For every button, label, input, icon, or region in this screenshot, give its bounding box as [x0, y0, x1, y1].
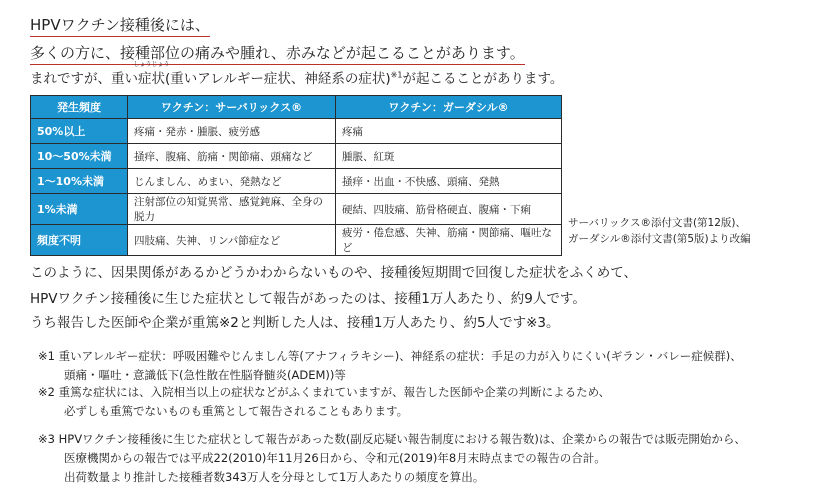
- intro-line-3: まれですが、重い しょうじょう 症状(重いアレルギー症状、神経系の症状)$^{※1}$が起こることがあります。: [30, 61, 564, 87]
- cervarix-cell: 四肢痛、失神、リンパ節症など: [128, 225, 336, 256]
- footnote-1: ※1 重いアレルギー症状：呼吸困難やじんましん等(アナフィラキシー)、神経系の症状：手足の力が入りにくい(ギラン・バレー症候群)、 頭痛・嘔吐・意識低下(急性散在性脳脊髄炎(ADEM))等: [38, 349, 742, 382]
- cervarix-cell: 疼痛・発赤・腫脹、疲労感: [128, 119, 336, 144]
- freq-cell: 1%未満: [31, 194, 128, 225]
- gardasil-cell: 腫脹、紅斑: [336, 144, 562, 169]
- table-row: [31, 194, 562, 225]
- table-source-note: サーバリックス®添付文書(第12版)、 ガーダシル®添付文書(第5版)より改編: [568, 217, 751, 245]
- freq-cell: 50%以上: [31, 119, 128, 144]
- table-row: [31, 225, 562, 256]
- table-row: [31, 169, 562, 194]
- table-header-row: [31, 96, 562, 119]
- cervarix-cell: 掻痒、腹痛、筋痛・関節痛、頭痛など: [128, 144, 336, 169]
- gardasil-cell: 疼痛: [336, 119, 562, 144]
- cervarix-cell: じんましん、めまい、発熱など: [128, 169, 336, 194]
- footnote-2: ※2 重篤な症状には、入院相当以上の症状などがふくまれていますが、報告した医師や企業の判断によるため、 必ずしも重篤でないものも重篤として報告されることもあります。: [38, 385, 611, 418]
- gardasil-cell: 疲労・倦怠感、失神、筋痛・関節痛、嘔吐など: [336, 225, 562, 256]
- gardasil-cell: 硬結、四肢痛、筋骨格硬直、腹痛・下痢: [336, 194, 562, 225]
- header-frequency: 発生頻度: [31, 96, 128, 119]
- ruby-word: しょうじょう 症状: [133, 61, 170, 87]
- freq-cell: 頻度不明: [31, 225, 128, 256]
- body-paragraph-1: このように、因果関係があるかどうかわからないものや、接種後短期間で回復した症状をふくめて、: [30, 265, 637, 281]
- side-effect-table: [30, 95, 562, 256]
- footnote-3: ※3 HPVワクチン接種後に生じた症状として報告があった数(副反応疑い報告制度における報告数)は、企業からの報告では販売開始から、 医療機関からの報告では平成22(2010)年11月26日から、令和元(2019)年8月末時点までの報告の合計。 出荷数量より推計した接種者数343万人を分母として1万人あたりの頻度を算出。: [38, 432, 746, 484]
- cervarix-cell: 注射部位の知覚異常、感覚鈍麻、全身の脱力: [128, 194, 336, 225]
- table-row: [31, 119, 562, 144]
- header-gardasil: ワクチン：ガーダシル®: [336, 96, 562, 119]
- table-row: [31, 144, 562, 169]
- freq-cell: 10〜50%未満: [31, 144, 128, 169]
- intro-line-2: 多くの方に、接種部位の痛みや腫れ、赤みなどが起こることがあります。: [30, 42, 525, 63]
- header-cervarix: ワクチン：サーバリックス®: [128, 96, 336, 119]
- body-paragraph-2: HPVワクチン接種後に生じた症状として報告があったのは、接種1万人あたり、約9人です。: [30, 291, 586, 307]
- body-paragraph-3: うち報告した医師や企業が重篤※2と判断した人は、接種1万人あたり、約5人です※3。: [30, 315, 560, 331]
- intro-line-1: HPVワクチン接種後には、: [30, 14, 210, 35]
- freq-cell: 1〜10%未満: [31, 169, 128, 194]
- gardasil-cell: 掻痒・出血・不快感、頭痛、発熱: [336, 169, 562, 194]
